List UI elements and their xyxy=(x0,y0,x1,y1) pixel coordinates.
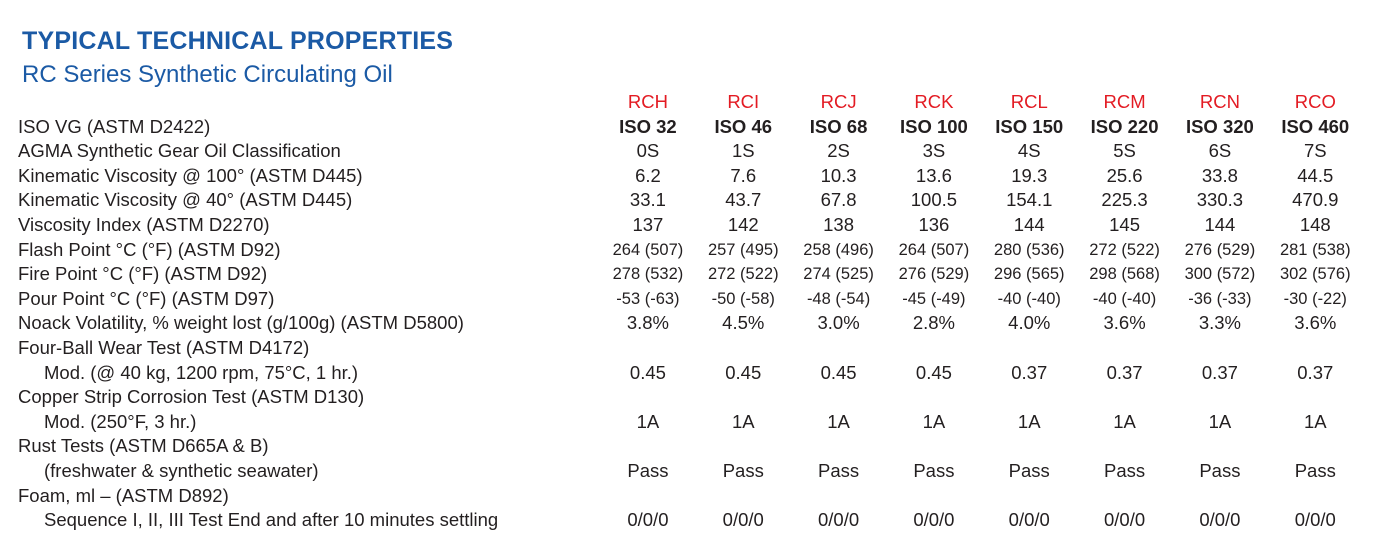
corner-cell xyxy=(18,90,600,115)
page-title: TYPICAL TECHNICAL PROPERTIES xyxy=(22,27,454,55)
value-cell: 330.3 xyxy=(1196,189,1244,211)
value-cell xyxy=(696,434,791,459)
iso-grade: ISO 220 xyxy=(1090,115,1159,137)
value-cell: 1A xyxy=(827,410,850,432)
value-cell: 281 (538) xyxy=(1279,240,1351,259)
value-cell: 0.45 xyxy=(915,361,952,383)
row-label: Mod. (@ 40 kg, 1200 rpm, 75°C, 1 hr.) xyxy=(44,361,359,383)
value-cell xyxy=(982,484,1077,509)
value-cell: 13.6 xyxy=(915,164,952,186)
value-cell: 144 xyxy=(1013,213,1045,235)
iso-grade: ISO 150 xyxy=(995,115,1064,137)
value-cell xyxy=(1077,385,1172,410)
product-code: RCI xyxy=(727,91,760,112)
product-code-row xyxy=(18,90,1363,115)
value-cell: 148 xyxy=(1299,213,1331,235)
row-label: Noack Volatility, % weight lost (g/100g) (ASTM D5800) xyxy=(18,312,464,334)
iso-grade: ISO 100 xyxy=(899,115,968,137)
value-cell: 0/0/0 xyxy=(1294,509,1336,531)
value-cell xyxy=(600,336,695,361)
value-cell: 0.37 xyxy=(1011,361,1048,383)
value-cell: 67.8 xyxy=(820,189,857,211)
value-cell: -40 (-40) xyxy=(1092,289,1157,308)
value-cell: -53 (-63) xyxy=(616,289,680,308)
row-label: Kinematic Viscosity @ 40° (ASTM D445) xyxy=(18,189,353,211)
value-cell: 0/0/0 xyxy=(627,509,669,531)
value-cell: 272 (522) xyxy=(1089,240,1160,259)
value-cell: 5S xyxy=(1113,140,1136,162)
value-cell: 7S xyxy=(1303,140,1327,162)
value-cell: 302 (576) xyxy=(1279,265,1351,284)
row-label: ISO VG (ASTM D2422) xyxy=(18,115,211,137)
value-cell xyxy=(886,434,981,459)
row-label: Four-Ball Wear Test (ASTM D4172) xyxy=(18,336,310,358)
value-cell: 10.3 xyxy=(820,164,857,186)
value-cell xyxy=(791,434,886,459)
value-cell: Pass xyxy=(627,459,669,481)
value-cell: 1A xyxy=(1303,410,1327,432)
iso-grade: ISO 32 xyxy=(619,115,677,137)
value-cell: 154.1 xyxy=(1006,189,1053,211)
value-cell: 43.7 xyxy=(725,189,762,211)
row-label: Mod. (250°F, 3 hr.) xyxy=(44,410,197,432)
value-cell: 2.8% xyxy=(912,312,955,334)
value-cell xyxy=(600,484,695,509)
value-cell xyxy=(696,484,791,509)
value-cell: 19.3 xyxy=(1011,164,1048,186)
row-label: Copper Strip Corrosion Test (ASTM D130) xyxy=(18,386,365,408)
value-cell: Pass xyxy=(1008,459,1050,481)
value-cell: -36 (-33) xyxy=(1188,289,1252,308)
value-cell: 3.6% xyxy=(1294,312,1337,334)
product-code: RCM xyxy=(1103,91,1146,112)
value-cell: 264 (507) xyxy=(612,240,684,259)
table-row xyxy=(18,139,1363,164)
value-cell xyxy=(982,336,1077,361)
value-cell: 298 (568) xyxy=(1089,265,1160,284)
value-cell xyxy=(1172,484,1267,509)
value-cell: -45 (-49) xyxy=(902,289,966,308)
table-row xyxy=(18,287,1363,312)
table-row xyxy=(18,459,1363,484)
row-label: Sequence I, II, III Test End and after 10 minutes settling xyxy=(44,509,499,531)
value-cell xyxy=(696,385,791,410)
value-cell: Pass xyxy=(913,459,955,481)
value-cell: 0/0/0 xyxy=(818,509,860,531)
iso-grade: ISO 320 xyxy=(1185,115,1254,137)
table-row xyxy=(18,385,1363,410)
value-cell: 0.45 xyxy=(725,361,762,383)
value-cell xyxy=(1268,336,1363,361)
value-cell: 1A xyxy=(636,410,660,432)
table-row xyxy=(18,508,1363,533)
table-row xyxy=(18,311,1363,336)
value-cell: 470.9 xyxy=(1292,189,1339,211)
value-cell: 137 xyxy=(632,213,664,235)
value-cell: -50 (-58) xyxy=(711,289,775,308)
page-subtitle: RC Series Synthetic Circulating Oil xyxy=(22,61,393,88)
value-cell: 0.45 xyxy=(629,361,666,383)
row-label: Kinematic Viscosity @ 100° (ASTM D445) xyxy=(18,164,363,186)
value-cell xyxy=(1077,484,1172,509)
value-cell: 276 (529) xyxy=(898,265,970,284)
value-cell: 274 (525) xyxy=(803,265,874,284)
product-code: RCH xyxy=(627,91,668,112)
value-cell: 0.37 xyxy=(1297,361,1334,383)
value-cell: 6.2 xyxy=(635,164,661,186)
row-label: Pour Point °C (°F) (ASTM D97) xyxy=(18,287,275,309)
value-cell: 0.45 xyxy=(820,361,857,383)
value-cell xyxy=(791,385,886,410)
row-label: Rust Tests (ASTM D665A & B) xyxy=(18,435,269,457)
value-cell: 44.5 xyxy=(1297,164,1334,186)
value-cell: 264 (507) xyxy=(898,240,970,259)
value-cell: 138 xyxy=(823,213,855,235)
value-cell: 33.1 xyxy=(629,189,666,211)
table-row xyxy=(18,361,1363,386)
value-cell: 100.5 xyxy=(910,189,958,211)
row-label: (freshwater & synthetic seawater) xyxy=(44,459,319,481)
iso-grade: ISO 68 xyxy=(809,115,868,137)
value-cell xyxy=(1172,434,1267,459)
table-row xyxy=(18,410,1363,435)
value-cell xyxy=(1268,484,1363,509)
value-cell: 7.6 xyxy=(730,164,757,186)
value-cell: 0/0/0 xyxy=(1008,509,1050,531)
table-row xyxy=(18,262,1363,287)
value-cell: 278 (532) xyxy=(612,265,684,284)
value-cell: -48 (-54) xyxy=(806,289,871,308)
value-cell: 0S xyxy=(636,140,660,162)
value-cell xyxy=(1268,434,1363,459)
value-cell xyxy=(886,385,981,410)
value-cell: 300 (572) xyxy=(1184,265,1256,284)
value-cell xyxy=(600,434,695,459)
value-cell xyxy=(1077,336,1172,361)
value-cell xyxy=(886,336,981,361)
product-code: RCO xyxy=(1294,91,1336,112)
properties-table xyxy=(18,90,1363,533)
value-cell: 280 (536) xyxy=(993,240,1065,259)
value-cell: 142 xyxy=(727,213,759,235)
value-cell: 2S xyxy=(827,140,850,162)
value-cell: 4.0% xyxy=(1008,312,1051,334)
value-cell: 4S xyxy=(1017,140,1041,162)
row-label: Viscosity Index (ASTM D2270) xyxy=(18,213,270,235)
value-cell xyxy=(1172,385,1267,410)
value-cell: 3.6% xyxy=(1103,312,1146,334)
product-code: RCN xyxy=(1199,91,1240,112)
value-cell: 296 (565) xyxy=(993,265,1065,284)
iso-grade: ISO 460 xyxy=(1281,115,1350,137)
value-cell: 3.8% xyxy=(626,312,670,334)
value-cell: 0.37 xyxy=(1201,361,1238,383)
table-row xyxy=(18,484,1363,509)
value-cell xyxy=(886,484,981,509)
value-cell: 144 xyxy=(1204,213,1236,235)
value-cell: 33.8 xyxy=(1201,164,1238,186)
value-cell: 0/0/0 xyxy=(1103,509,1146,531)
value-cell: -30 (-22) xyxy=(1283,289,1347,308)
value-cell: 4.5% xyxy=(722,312,765,334)
value-cell: Pass xyxy=(818,459,860,481)
value-cell: 1A xyxy=(731,410,755,432)
value-cell: 257 (495) xyxy=(707,240,779,259)
value-cell: 6S xyxy=(1208,140,1232,162)
iso-grade-row xyxy=(18,115,1363,140)
value-cell: 258 (496) xyxy=(803,240,874,259)
table-row xyxy=(18,164,1363,189)
table-row xyxy=(18,213,1363,238)
value-cell: 1A xyxy=(1208,410,1232,432)
row-label: Flash Point °C (°F) (ASTM D92) xyxy=(18,238,281,260)
value-cell xyxy=(791,484,886,509)
value-cell xyxy=(982,385,1077,410)
value-cell xyxy=(1268,385,1363,410)
row-label: AGMA Synthetic Gear Oil Classification xyxy=(18,140,341,162)
table-row xyxy=(18,336,1363,361)
value-cell: 0/0/0 xyxy=(913,509,955,531)
value-cell: 1A xyxy=(1113,410,1136,432)
product-code: RCK xyxy=(914,91,954,112)
value-cell: 3.0% xyxy=(817,312,860,334)
row-label: Foam, ml – (ASTM D892) xyxy=(18,484,229,506)
value-cell: 225.3 xyxy=(1101,189,1148,211)
product-code: RCJ xyxy=(820,91,857,112)
value-cell: 0.37 xyxy=(1106,361,1143,383)
value-cell: 1A xyxy=(922,410,946,432)
row-label: Fire Point °C (°F) (ASTM D92) xyxy=(18,263,268,285)
value-cell: 1S xyxy=(731,140,755,162)
iso-grade: ISO 46 xyxy=(714,115,773,137)
value-cell xyxy=(791,336,886,361)
value-cell: 1A xyxy=(1017,410,1041,432)
value-cell: -40 (-40) xyxy=(997,289,1061,308)
product-code: RCL xyxy=(1010,91,1048,112)
value-cell: 276 (529) xyxy=(1184,240,1256,259)
table-row xyxy=(18,434,1363,459)
value-cell: Pass xyxy=(1294,459,1336,481)
value-cell: 136 xyxy=(918,213,950,235)
value-cell: 0/0/0 xyxy=(722,509,764,531)
value-cell: 3S xyxy=(922,140,946,162)
value-cell: 25.6 xyxy=(1106,164,1143,186)
value-cell xyxy=(1172,336,1267,361)
value-cell xyxy=(696,336,791,361)
value-cell xyxy=(600,385,695,410)
value-cell: Pass xyxy=(1199,459,1241,481)
table-row xyxy=(18,238,1363,263)
table-row xyxy=(18,188,1363,213)
value-cell: 272 (522) xyxy=(707,265,779,284)
value-cell: 3.3% xyxy=(1198,312,1241,334)
value-cell: 145 xyxy=(1109,213,1140,235)
value-cell: 0/0/0 xyxy=(1199,509,1241,531)
value-cell xyxy=(982,434,1077,459)
value-cell: Pass xyxy=(1104,459,1146,481)
value-cell: Pass xyxy=(722,459,764,481)
value-cell xyxy=(1077,434,1172,459)
